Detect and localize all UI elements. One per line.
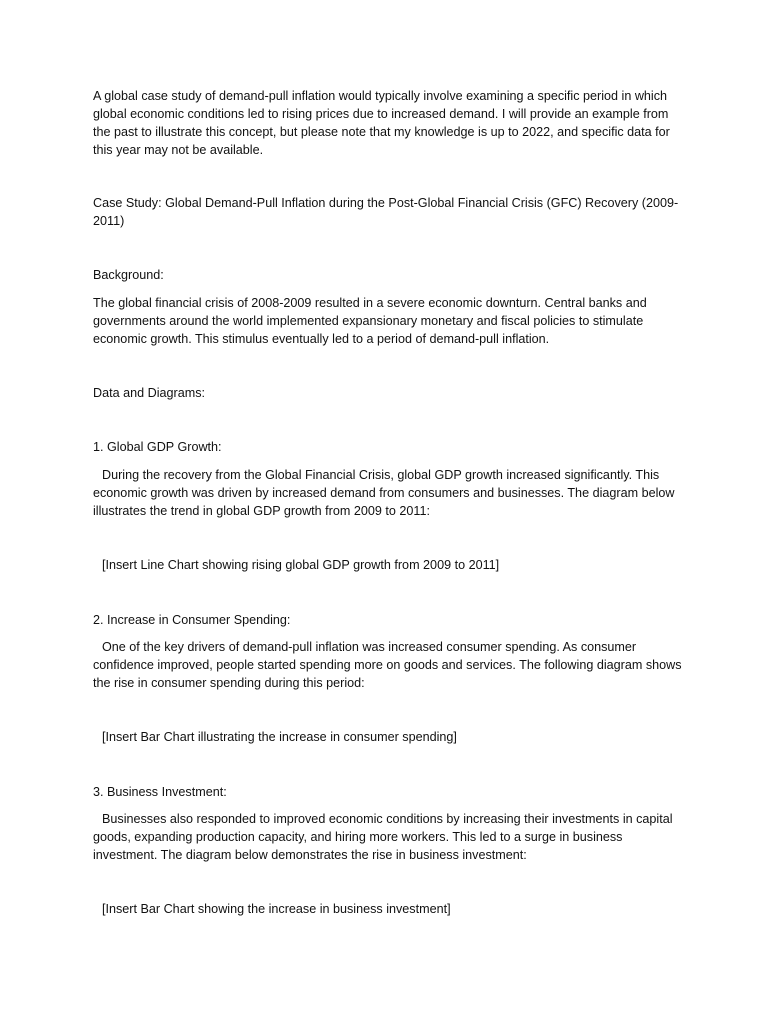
section-text-gdp: During the recovery from the Global Financial Crisis, global GDP growth increased significantly. This economic growth was driven by increased demand from consumers and businesses. The diagram below illustrates the trend in global GDP growth from 2009 to 2011: <box>93 468 675 518</box>
intro-paragraph: A global case study of demand-pull inflation would typically involve examining a specific period in which global economic conditions led to rising prices due to increased demand. I will provide an example from the past to illustrate this concept, but please note that my knowledge is up to 2022, and specific data for this year may not be available. <box>93 89 670 157</box>
section-heading-business-investment: 3. Business Investment: <box>93 785 227 799</box>
section-heading-consumer-spending: 2. Increase in Consumer Spending: <box>93 613 291 627</box>
case-study-title: Case Study: Global Demand-Pull Inflation during the Post-Global Financial Crisis (GFC) Recovery (2009-2011) <box>93 196 679 228</box>
chart-placeholder-business-investment: [Insert Bar Chart showing the increase in business investment] <box>102 902 451 916</box>
background-paragraph: The global financial crisis of 2008-2009 resulted in a severe economic downturn. Central banks and governments around the world implemented expansionary monetary and fiscal policies to stimulate economic growth. This stimulus eventually led to a period of demand-pull inflation. <box>93 296 647 346</box>
data-diagrams-heading: Data and Diagrams: <box>93 386 205 400</box>
section-text-business-investment: Businesses also responded to improved economic conditions by increasing their investments in capital goods, expanding production capacity, and hiring more workers. This led to a surge in business investment. The diagram below demonstrates the rise in business investment: <box>93 812 673 862</box>
chart-placeholder-gdp: [Insert Line Chart showing rising global GDP growth from 2009 to 2011] <box>102 558 500 572</box>
chart-placeholder-consumer-spending: [Insert Bar Chart illustrating the increase in consumer spending] <box>102 730 457 744</box>
background-heading: Background: <box>93 268 164 282</box>
section-heading-gdp: 1. Global GDP Growth: <box>93 440 222 454</box>
section-text-consumer-spending: One of the key drivers of demand-pull inflation was increased consumer spending. As consumer confidence improved, people started spending more on goods and services. The following diagram shows the rise in consumer spending during this period: <box>93 640 682 690</box>
